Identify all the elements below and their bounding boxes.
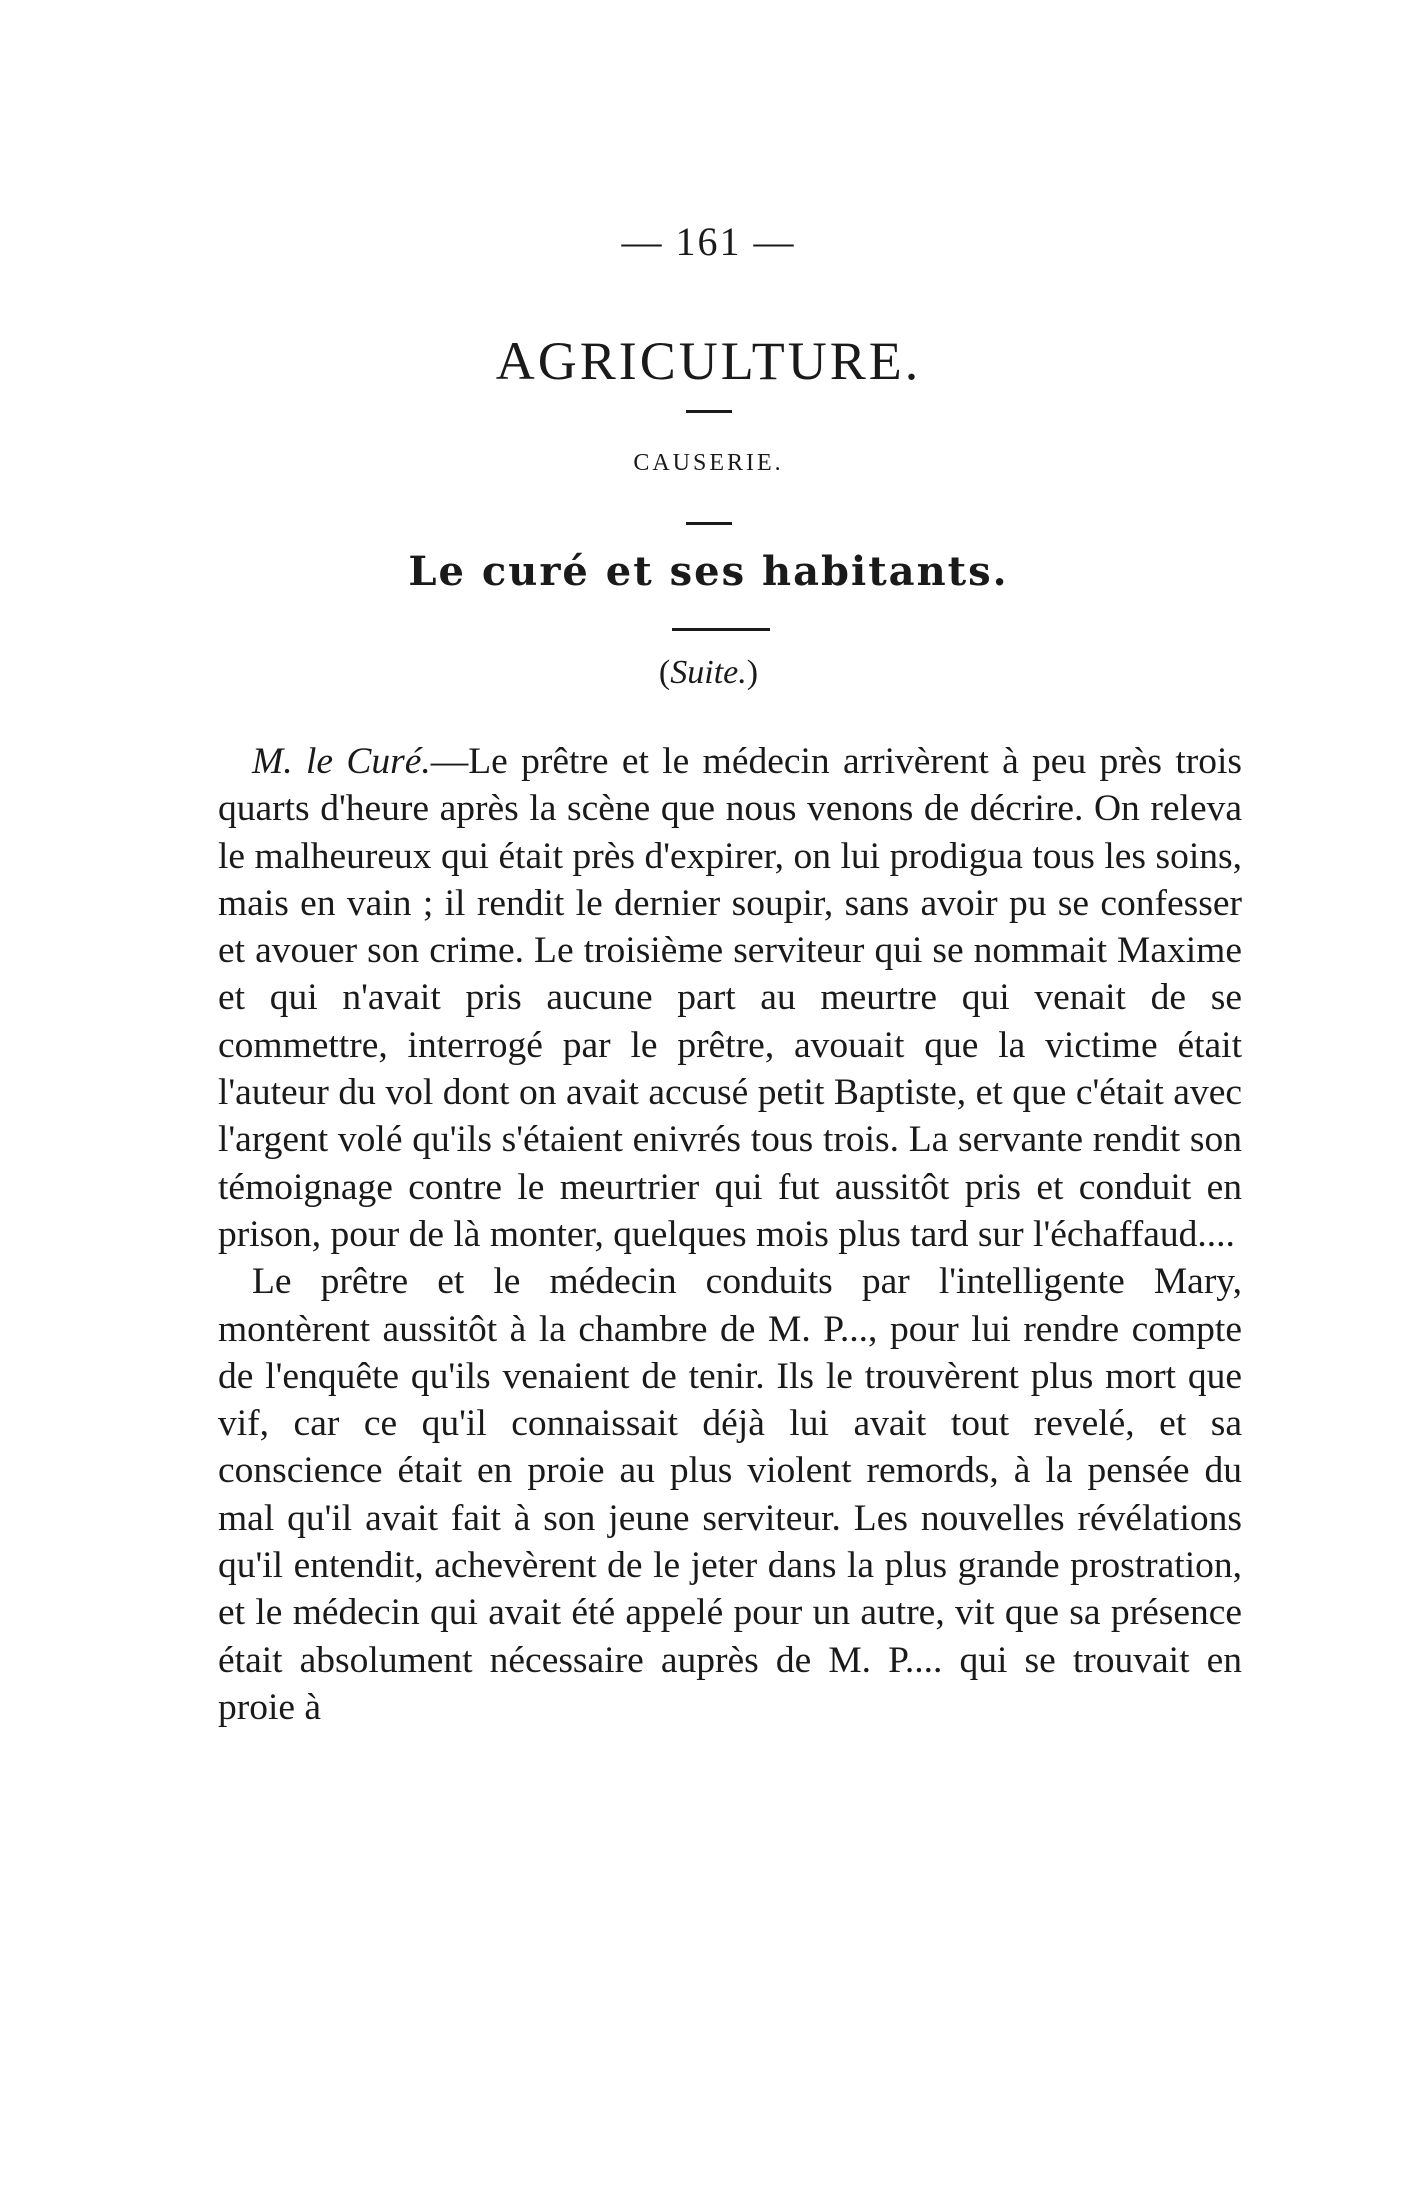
divider-rule bbox=[686, 410, 732, 413]
divider-rule bbox=[672, 628, 770, 631]
continuation-note: (Suite.) bbox=[658, 654, 759, 691]
paragraph-text: Le prêtre et le médecin conduits par l'intelligente Mary, montèrent aussitôt à la chambre de M. P..., pour lui rendre compte de l'enquête qu'ils venaient de tenir. Ils le trouvèrent plus mort que vif, car ce qu'il connaissait déjà lui avait tout revelé, et sa conscience était en proie au plus violent remords, à la pensée du mal qu'il avait fait à son jeune serviteur. Les nouvelles révélations qu'il entendit, achevèrent de le jeter dans la plus grande prostration, et le médecin qui avait été appelé pour un autre, vit que sa présence était absolument nécessaire auprès de M. P.... qui se trouvait en proie à bbox=[218, 1261, 1242, 1728]
paragraph-text: —Le prêtre et le médecin arrivèrent à peu près trois quarts d'heure après la scène que nous venons de décrire. On releva le malheureux qui était près d'expirer, on lui prodigua tous les soins, mais en vain ; il rendit le dernier soupir, sans avoir pu se confesser et avouer son crime. Le troisième serviteur qui se nommait Maxime et qui n'avait pris aucune part au meurtre qui venait de se commettre, interrogé par le prêtre, avouait que la victime était l'auteur du vol dont on avait accusé petit Baptiste, et que c'était avec l'argent volé qu'ils s'étaient enivrés tous trois. La servante rendit son témoignage contre le meurtrier qui fut aussitôt pris et conduit en prison, pour de là monter, quelques mois plus tard sur l'échaffaud.... bbox=[218, 741, 1242, 1255]
section-title: AGRICULTURE. bbox=[495, 331, 922, 391]
continuation-text: Suite. bbox=[670, 654, 747, 691]
page-number: — 161 — bbox=[621, 219, 796, 264]
paragraph bbox=[218, 738, 1242, 1258]
body-text bbox=[218, 738, 1242, 1731]
article-title: Le curé et ses habitants. bbox=[408, 548, 1009, 595]
speaker-label: M. le Curé. bbox=[252, 741, 431, 782]
divider-rule bbox=[686, 522, 732, 525]
paragraph bbox=[218, 1258, 1242, 1731]
subtitle: CAUSERIE. bbox=[633, 450, 784, 476]
